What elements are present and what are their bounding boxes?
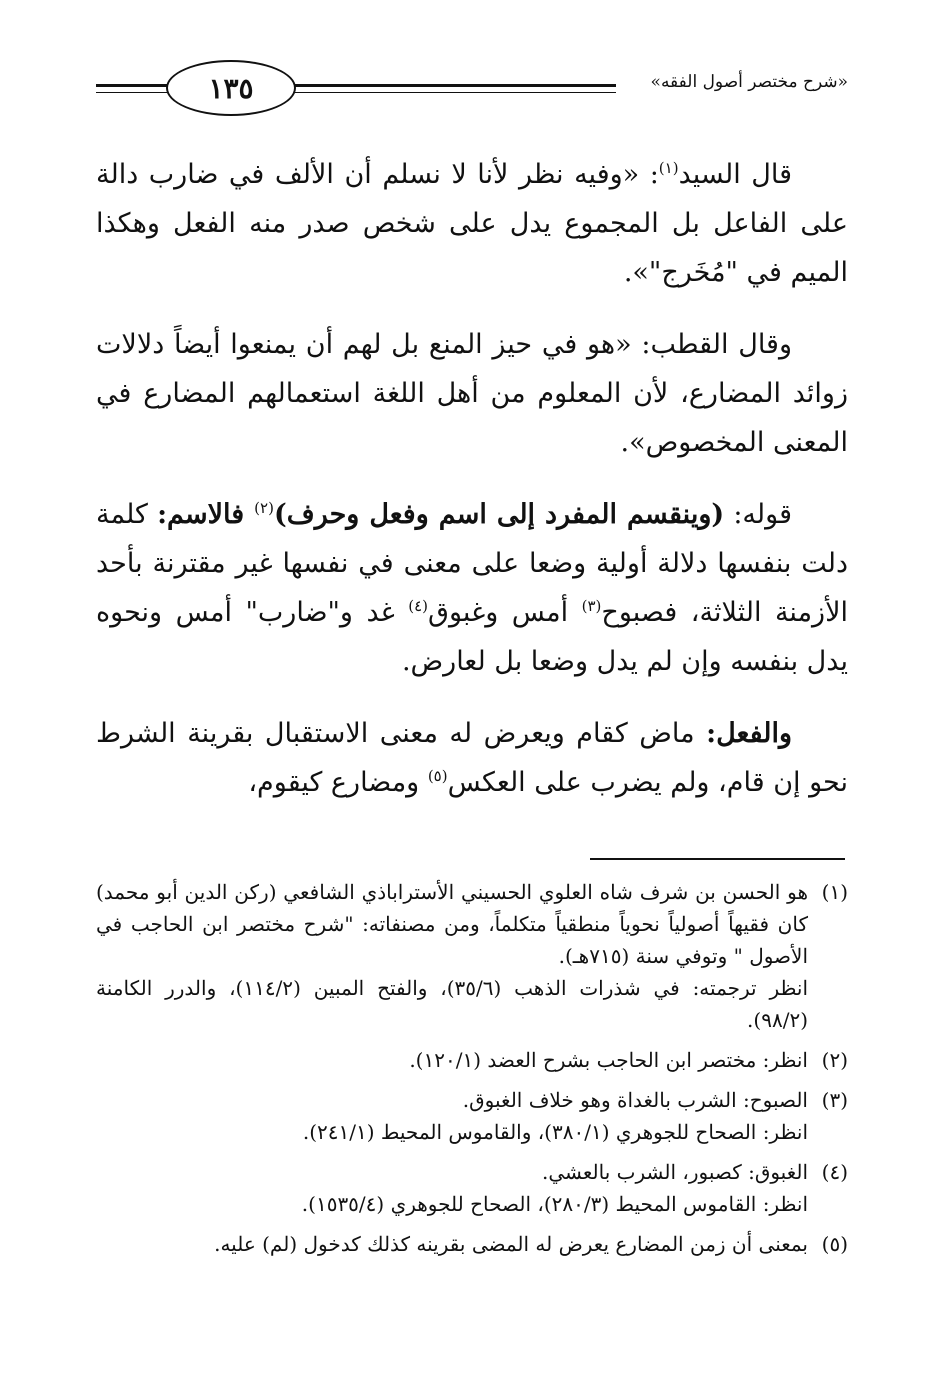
book-title: «شرح مختصر أصول الفقه» [650, 72, 848, 92]
footnote-text: هو الحسن بن شرف شاه العلوي الحسيني الأستراباذي الشافعي (ركن الدين أبو محمد) كان فقيهاً أصولياً نحوياً منطقياً متكلماً، ومن مصنفاته: "شرح مختصر ابن الحاجب في الأصول " وتوفي سنة (٧١٥هـ). [96, 880, 808, 968]
paragraph [96, 709, 848, 807]
footnote-text: الصبوح: الشرب بالغداة وهو خلاف الغبوق. [462, 1088, 808, 1112]
footnote-number: (٤) [821, 1160, 848, 1184]
paragraph-text: قوله: [724, 499, 792, 530]
page-header [96, 52, 848, 132]
paragraph-text: : «وفيه نظر لأنا لا نسلم أن الألف في ضارب دالة على الفاعل بل المجموع يدل على شخص صدر منه الفعل وهكذا الميم في "مُخَرج"». [96, 159, 848, 288]
page-number-oval [166, 60, 296, 116]
footnote-ref: (٤) [408, 597, 429, 615]
footnote-separator [590, 858, 845, 860]
paragraph-text: أمس وغبوق [428, 597, 582, 628]
paragraph [96, 320, 848, 467]
footnote-text: بمعنى أن زمن المضارع يعرض له المضى بقرينه كذلك كدخول (لم) عليه. [214, 1232, 808, 1256]
footnote-number: (١) [821, 880, 848, 904]
footnote [96, 1228, 848, 1260]
footnote [96, 1156, 848, 1220]
footnote [96, 1044, 848, 1076]
footnote-text: انظر: الصحاح للجوهري (٣٨٠/١)، والقاموس المحيط (٢٤١/١). [302, 1120, 808, 1144]
footnote [96, 876, 848, 1036]
footnote-number: (٥) [821, 1232, 848, 1256]
footnote-text: انظر: القاموس المحيط (٢٨٠/٣)، الصحاح للجوهري (١٥٣٥/٤). [301, 1192, 808, 1216]
main-text [96, 150, 848, 830]
footnote-text: الغبوق: كصبور، الشرب بالعشي. [542, 1160, 808, 1184]
paragraph [96, 150, 848, 297]
paragraph-text: كلمة دلت بنفسها دلالة أولية وضعا على معنى في نفسها غير مقترنة بأحد الأزمنة الثلاثة، فصبوح [96, 499, 848, 628]
paragraph-text: وقال القطب: «هو في حيز المنع بل لهم أن يمنعوا أيضاً دلالات زوائد المضارع، لأن المعلوم من أهل اللغة استعمالهم المضارع في المعنى المخصوص». [96, 329, 848, 458]
paragraph-text: قال السيد [678, 159, 792, 190]
footnote-number: (٣) [821, 1088, 848, 1112]
footnotes [96, 876, 848, 1268]
header-rule [281, 84, 616, 87]
quoted-matn: (وينقسم المفرد إلى اسم وفعل وحرف) [273, 499, 725, 530]
page-number: ١٣٥ [208, 71, 254, 105]
paragraph-text: غد و"ضارب" أمس ونحوه يدل بنفسه وإن لم يدل وضعا بل لعارض. [96, 597, 848, 677]
term-heading: فالاسم: [157, 499, 255, 530]
footnote-text: انظر ترجمته: في شذرات الذهب (٣٥/٦)، والفتح المبين (١١٤/٢)، والدرر الكامنة (٩٨/٢). [96, 976, 809, 1032]
footnote-ref: (٥) [427, 767, 448, 785]
footnote-ref: (١) [658, 159, 679, 177]
paragraph-text: ماض كقام ويعرض له معنى الاستقبال بقرينة الشرط نحو إن قام، ولم يضرب على العكس [96, 718, 848, 798]
footnote-text: انظر: مختصر ابن الحاجب بشرح العضد (١٢٠/١). [409, 1048, 808, 1072]
footnote-number: (٢) [821, 1048, 848, 1072]
footnote [96, 1084, 848, 1148]
footnote-ref: (٣) [581, 597, 602, 615]
paragraph-text: ومضارع كيقوم، [248, 767, 428, 798]
footnote-ref: (٢) [254, 499, 274, 517]
header-rule [281, 92, 616, 93]
paragraph [96, 490, 848, 686]
term-heading: والفعل: [706, 718, 792, 749]
